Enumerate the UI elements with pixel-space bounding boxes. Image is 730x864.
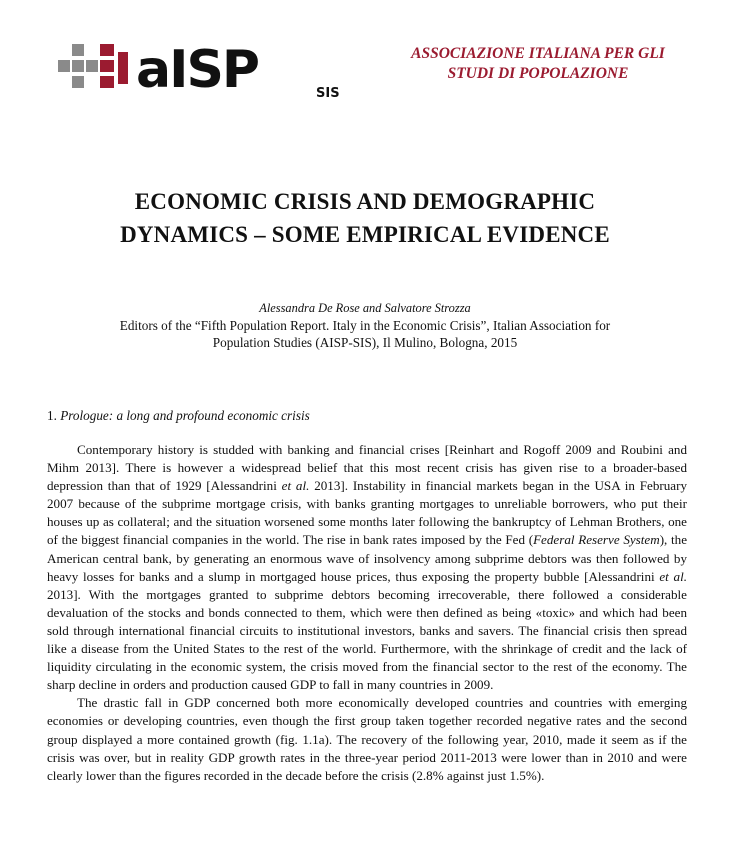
logo-wordmark: aISP xyxy=(136,40,258,100)
section-heading xyxy=(47,408,310,424)
association-line-1: ASSOCIAZIONE ITALIANA PER GLI xyxy=(411,45,665,62)
et-al-italic: et al. xyxy=(659,568,687,584)
paragraph-1 xyxy=(47,441,687,694)
editors-line-2: Population Studies (AISP-SIS), Il Mulino, Bologna, 2015 xyxy=(212,335,518,350)
paragraph-1-part-2: 2013]. Instability in financial markets began in the USA in February 2007 because of the subprime mortgage crisis, with banks granting mortgages to unreliable borrowers, who put their houses up as collateral; and the situation worsened some months later following the bankruptcy of Lehman Brothers, one of the biggest financial companies in the world. The rise in bank rates imposed by the Fed ( xyxy=(47,478,687,548)
title-line-1: ECONOMIC CRISIS AND DEMOGRAPHIC xyxy=(134,189,596,214)
paper-title xyxy=(40,185,690,251)
title-line-2: DYNAMICS – SOME EMPIRICAL EVIDENCE xyxy=(120,222,610,247)
federal-reserve-italic: Federal Reserve System xyxy=(533,532,660,548)
editors-line-1: Editors of the “Fifth Population Report. Italy in the Economic Crisis”, Italian Association for xyxy=(119,318,611,333)
logo-sis-text: SIS xyxy=(316,86,340,100)
paragraph-1-part-1: Contemporary history is studded with banking and financial crises [Reinhart and Rogoff 2009 and Roubini and Mihm 2013]. There is however a widespread belief that this most recent crisis has given rise to a broader-based depression than that of 1929 [Alessandrini xyxy=(47,442,687,494)
logo-grid-mark xyxy=(58,44,98,88)
association-name xyxy=(378,44,698,84)
paragraph-2: The drastic fall in GDP concerned both more economically developed countries and countries with emerging economies or developing countries, even though the first group taken together recorded negative rates and the second group displayed a more contained growth (fig. 1.1a). The recovery of the following year, 2010, made it seem as if the crisis was over, but in reality GDP growth rates in the three-year period 2011-2013 were lower than in 2010 and were clearly lower than the figures recorded in the decade before the crisis (2.8% against just 1.5%). xyxy=(47,695,687,783)
body-text xyxy=(47,441,687,785)
byline xyxy=(40,300,690,351)
aisp-logo xyxy=(58,40,358,100)
authors: Alessandra De Rose and Salvatore Strozza xyxy=(259,301,471,315)
paragraph-1-part-3: ), the American central bank, by generating an enormous wave of insolvency among subprime debtors was then followed by heavy losses for banks and a slump in mortgaged house prices, thus exposing the property bubble [Alessandrini xyxy=(47,532,688,584)
section-title: Prologue: a long and profound economic crisis xyxy=(60,408,310,423)
paragraph-1-part-4: 2013]. With the mortgages granted to subprime debtors becoming irrecoverable, there followed a considerable devaluation of the stocks and bonds connected to them, which were then defined as being «toxic» and which had been sold through international financial circuits to institutional investors, banks and savers. The financial crisis then spread like a disease from the United States to the rest of the world. Furthermore, with the shrinkage of credit and the lack of liquidity circulating in the economic system, the crisis moved from the financial sector to the rest of the economy. The sharp decline in orders and production caused GDP to fall in many countries in 2009. xyxy=(47,586,687,693)
section-number: 1. xyxy=(47,408,57,423)
association-line-2: STUDI DI POPOLAZIONE xyxy=(447,65,629,82)
et-al-italic: et al. xyxy=(281,478,310,494)
logo-crimson-mark xyxy=(100,44,128,88)
